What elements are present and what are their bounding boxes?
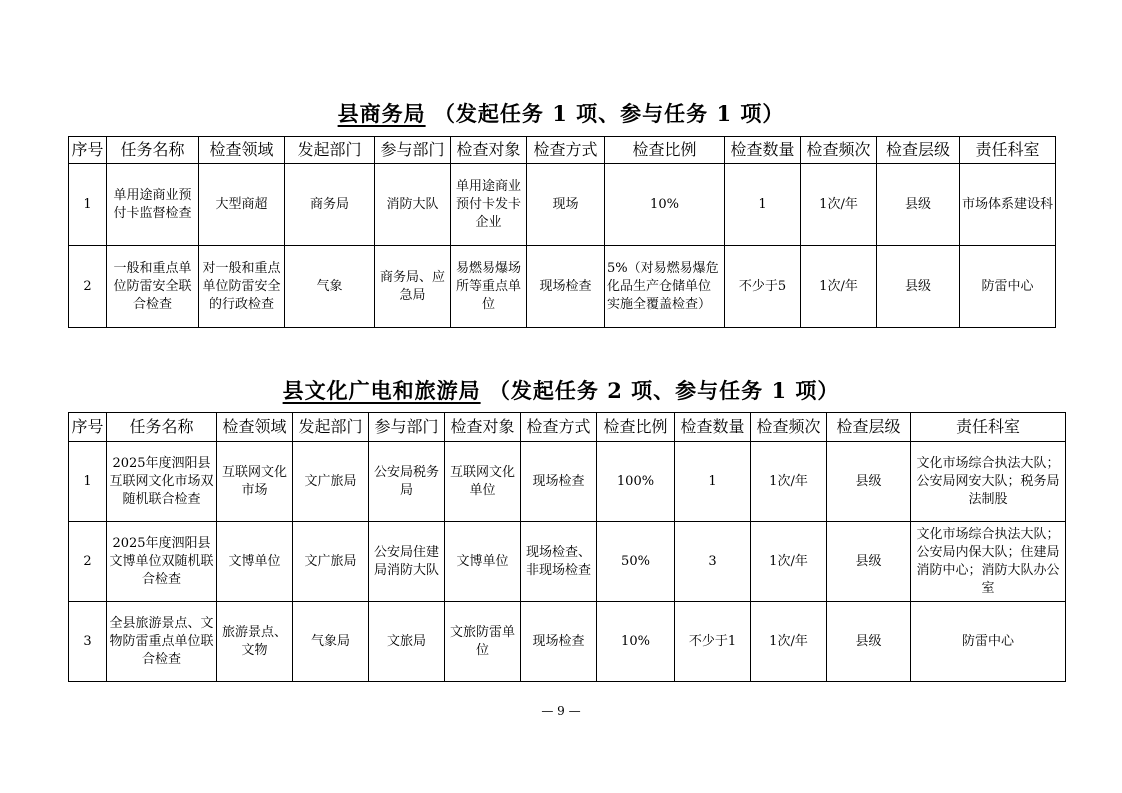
col-header-initiator: 发起部门 bbox=[293, 413, 369, 442]
cell-frequency: 1次/年 bbox=[801, 164, 877, 246]
cell-level: 县级 bbox=[877, 164, 960, 246]
table-header-row bbox=[69, 137, 1056, 164]
col-header-index: 序号 bbox=[69, 413, 107, 442]
cell-initiator: 气象局 bbox=[293, 602, 369, 682]
cell-level: 县级 bbox=[877, 246, 960, 328]
cell-index: 3 bbox=[69, 602, 107, 682]
cell-index: 2 bbox=[69, 522, 107, 602]
col-header-frequency: 检查频次 bbox=[751, 413, 827, 442]
table-row bbox=[69, 522, 1066, 602]
cell-field: 旅游景点、文物 bbox=[217, 602, 293, 682]
cell-field: 文博单位 bbox=[217, 522, 293, 602]
section-dept-name: 县文化广电和旅游局 bbox=[282, 378, 481, 403]
cell-field: 互联网文化市场 bbox=[217, 442, 293, 522]
cell-participant: 商务局、应急局 bbox=[375, 246, 451, 328]
col-header-initiator: 发起部门 bbox=[285, 137, 375, 164]
section-task-summary: （发起任务 1 项、参与任务 1 项） bbox=[433, 101, 785, 126]
col-header-object: 检查对象 bbox=[451, 137, 527, 164]
cell-initiator: 气象 bbox=[285, 246, 375, 328]
cell-method: 现场检查 bbox=[521, 602, 597, 682]
table-row bbox=[69, 442, 1066, 522]
cell-level: 县级 bbox=[827, 602, 911, 682]
cell-task-name: 2025年度泗阳县互联网文化市场双随机联合检查 bbox=[107, 442, 217, 522]
col-header-level: 检查层级 bbox=[877, 137, 960, 164]
cell-level: 县级 bbox=[827, 522, 911, 602]
cell-ratio: 10% bbox=[605, 164, 725, 246]
cell-participant: 文旅局 bbox=[369, 602, 445, 682]
col-header-ratio: 检查比例 bbox=[597, 413, 675, 442]
col-header-quantity: 检查数量 bbox=[725, 137, 801, 164]
col-header-task-name: 任务名称 bbox=[107, 413, 217, 442]
cell-frequency: 1次/年 bbox=[751, 522, 827, 602]
cell-participant: 公安局住建局消防大队 bbox=[369, 522, 445, 602]
cell-initiator: 文广旅局 bbox=[293, 522, 369, 602]
cell-method: 现场检查 bbox=[521, 442, 597, 522]
cell-quantity: 3 bbox=[675, 522, 751, 602]
col-header-object: 检查对象 bbox=[445, 413, 521, 442]
cell-initiator: 文广旅局 bbox=[293, 442, 369, 522]
cell-object: 文旅防雷单位 bbox=[445, 602, 521, 682]
col-header-task-name: 任务名称 bbox=[107, 137, 199, 164]
table-row bbox=[69, 602, 1066, 682]
cell-department: 防雷中心 bbox=[960, 246, 1056, 328]
col-header-field: 检查领域 bbox=[199, 137, 285, 164]
cell-method: 现场检查、非现场检查 bbox=[521, 522, 597, 602]
col-header-department: 责任科室 bbox=[911, 413, 1066, 442]
commerce-task-table bbox=[68, 136, 1056, 328]
cell-field: 大型商超 bbox=[199, 164, 285, 246]
cell-department: 文化市场综合执法大队；公安局内保大队；住建局消防中心；消防大队办公室 bbox=[911, 522, 1066, 602]
section-task-summary: （发起任务 2 项、参与任务 1 项） bbox=[488, 378, 840, 403]
col-header-department: 责任科室 bbox=[960, 137, 1056, 164]
table-header-row bbox=[69, 413, 1066, 442]
cell-level: 县级 bbox=[827, 442, 911, 522]
col-header-method: 检查方式 bbox=[527, 137, 605, 164]
col-header-method: 检查方式 bbox=[521, 413, 597, 442]
cell-task-name: 2025年度泗阳县文博单位双随机联合检查 bbox=[107, 522, 217, 602]
cell-quantity: 1 bbox=[725, 164, 801, 246]
table-row bbox=[69, 164, 1056, 246]
cell-participant: 公安局税务局 bbox=[369, 442, 445, 522]
cell-ratio: 100% bbox=[597, 442, 675, 522]
cell-department: 市场体系建设科 bbox=[960, 164, 1056, 246]
cell-quantity: 1 bbox=[675, 442, 751, 522]
col-header-frequency: 检查频次 bbox=[801, 137, 877, 164]
cell-index: 2 bbox=[69, 246, 107, 328]
cell-frequency: 1次/年 bbox=[751, 442, 827, 522]
cell-object: 互联网文化单位 bbox=[445, 442, 521, 522]
cell-index: 1 bbox=[69, 442, 107, 522]
cell-quantity: 不少于1 bbox=[675, 602, 751, 682]
section-title-culture-tourism bbox=[0, 375, 1122, 405]
culture-tourism-task-table bbox=[68, 412, 1066, 682]
page-number: — 9 — bbox=[541, 704, 581, 718]
table-row bbox=[69, 246, 1056, 328]
cell-ratio: 10% bbox=[597, 602, 675, 682]
cell-ratio: 50% bbox=[597, 522, 675, 602]
cell-initiator: 商务局 bbox=[285, 164, 375, 246]
cell-department: 文化市场综合执法大队；公安局网安大队；税务局法制股 bbox=[911, 442, 1066, 522]
cell-task-name: 单用途商业预付卡监督检查 bbox=[107, 164, 199, 246]
cell-ratio: 5%（对易燃易爆危化品生产仓储单位实施全覆盖检查） bbox=[605, 246, 725, 328]
cell-quantity: 不少于5 bbox=[725, 246, 801, 328]
cell-field: 对一般和重点单位防雷安全的行政检查 bbox=[199, 246, 285, 328]
col-header-quantity: 检查数量 bbox=[675, 413, 751, 442]
cell-participant: 消防大队 bbox=[375, 164, 451, 246]
col-header-participant: 参与部门 bbox=[369, 413, 445, 442]
col-header-index: 序号 bbox=[69, 137, 107, 164]
cell-method: 现场 bbox=[527, 164, 605, 246]
cell-frequency: 1次/年 bbox=[801, 246, 877, 328]
col-header-ratio: 检查比例 bbox=[605, 137, 725, 164]
cell-task-name: 全县旅游景点、文物防雷重点单位联合检查 bbox=[107, 602, 217, 682]
cell-index: 1 bbox=[69, 164, 107, 246]
col-header-level: 检查层级 bbox=[827, 413, 911, 442]
cell-object: 文博单位 bbox=[445, 522, 521, 602]
section-dept-name: 县商务局 bbox=[337, 101, 426, 126]
cell-frequency: 1次/年 bbox=[751, 602, 827, 682]
cell-object: 单用途商业预付卡发卡企业 bbox=[451, 164, 527, 246]
section-title-commerce bbox=[0, 98, 1122, 128]
col-header-participant: 参与部门 bbox=[375, 137, 451, 164]
cell-method: 现场检查 bbox=[527, 246, 605, 328]
cell-task-name: 一般和重点单位防雷安全联合检查 bbox=[107, 246, 199, 328]
col-header-field: 检查领域 bbox=[217, 413, 293, 442]
cell-department: 防雷中心 bbox=[911, 602, 1066, 682]
cell-object: 易燃易爆场所等重点单位 bbox=[451, 246, 527, 328]
